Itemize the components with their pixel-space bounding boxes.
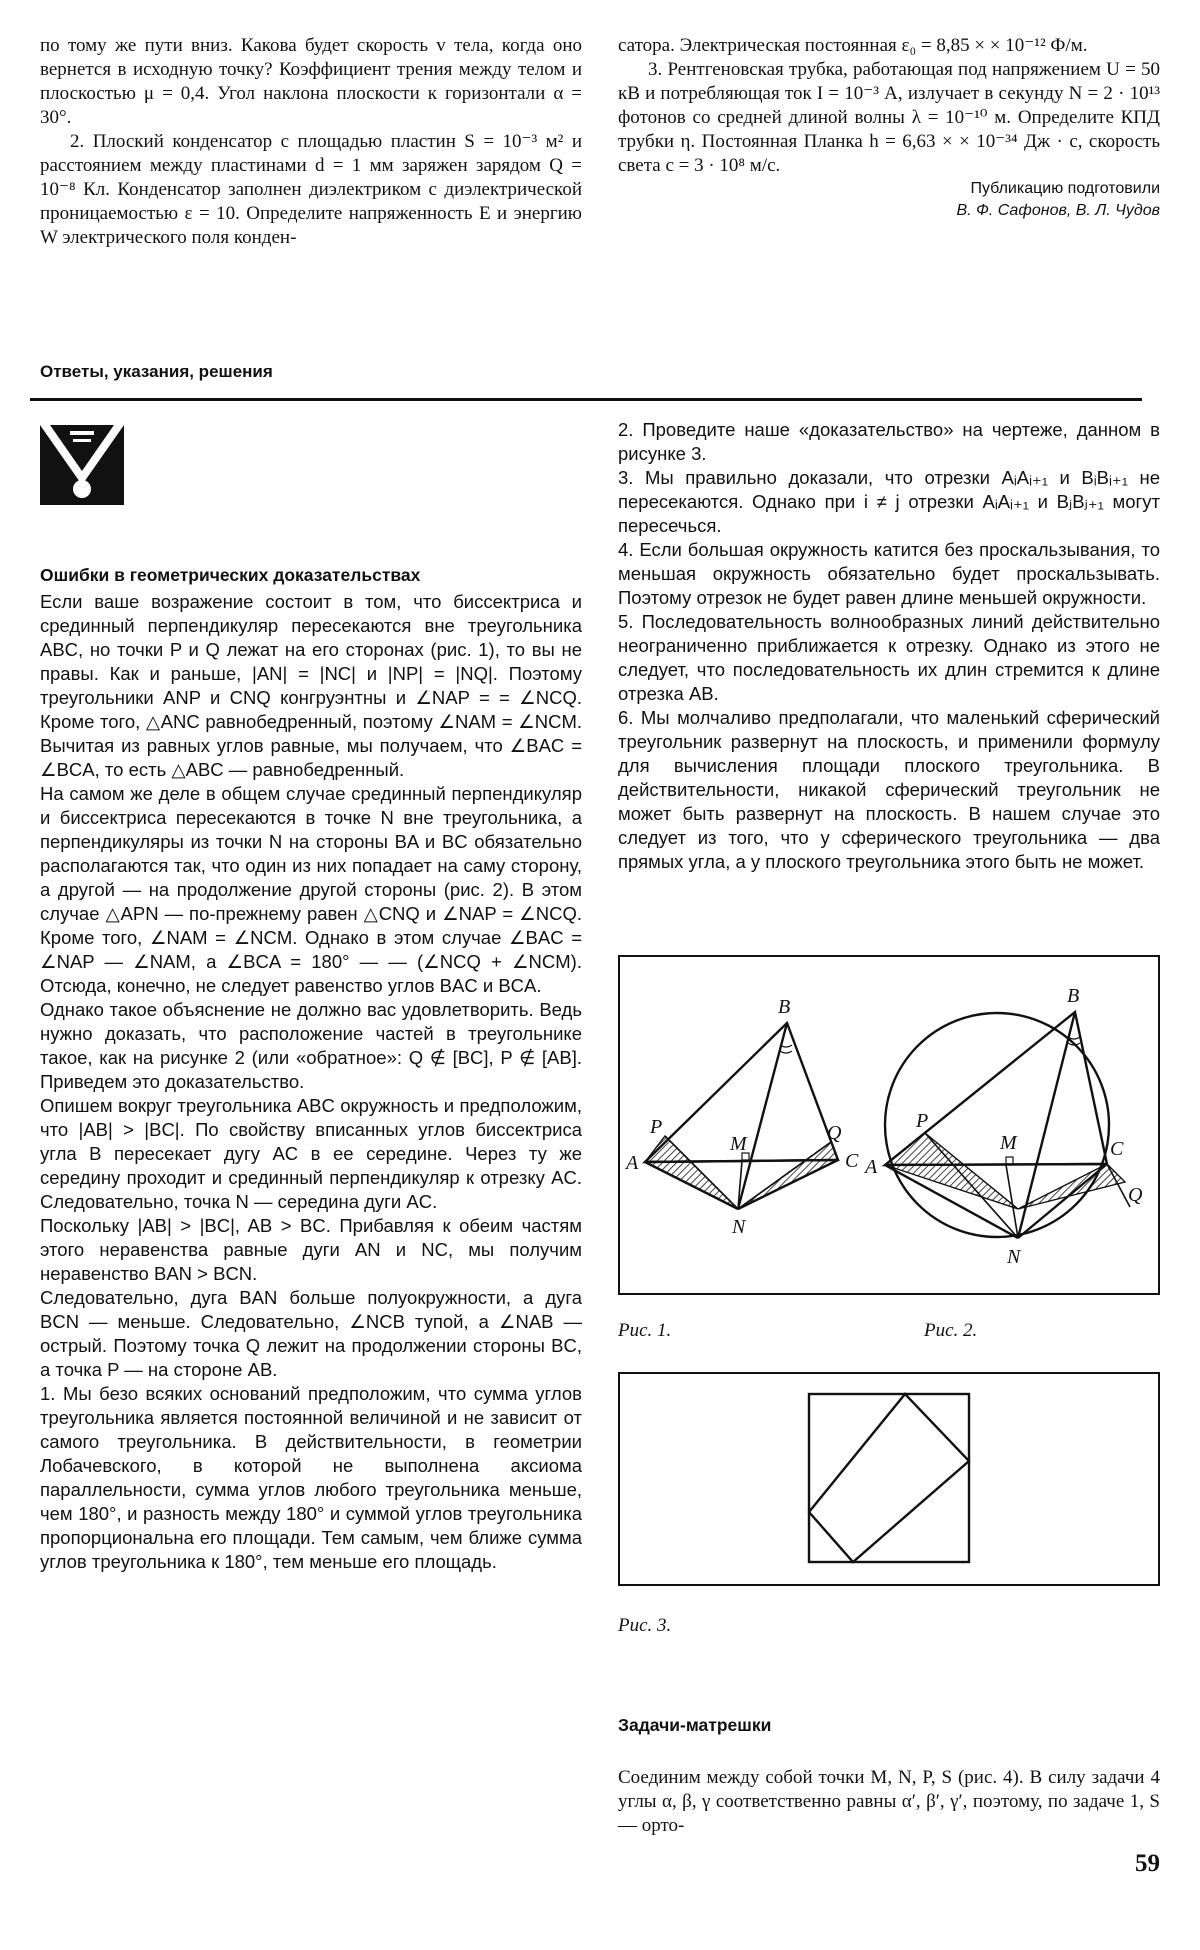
- credit-names: В. Ф. Сафонов, В. Л. Чудов: [956, 202, 1160, 219]
- top-left-para-2: 2. Плоский конденсатор с площадью пластин S = 10⁻³ м² и расстоянием между пластинами d = 1 мм заряжен зарядом Q = 10⁻⁸ Кл. Конденсатор заполнен диэлектриком с диэлектрической проницаемостью ε = 10. Определите напряженность E и энергию W электрического поля конден-: [40, 131, 582, 248]
- fig2-label-m: M: [1000, 1132, 1017, 1154]
- fig2-label-a: A: [865, 1156, 878, 1178]
- top-right-column: [618, 34, 1160, 222]
- fig2-label-c: C: [1110, 1138, 1124, 1160]
- left-para-5: Поскольку |AB| > |BC|, AB > BC. Прибавляя к обеим частям этого неравенства равные дуги AN и NC, мы получим неравенство BAN > BCN.: [40, 1215, 582, 1284]
- right-para-2: 2. Проведите наше «доказательство» на чертеже, данном в рисунке 3.: [618, 419, 1160, 464]
- left-article-body: [40, 590, 582, 1574]
- fig2-label-q: Q: [1128, 1184, 1143, 1206]
- fig1-label-q: Q: [827, 1122, 842, 1144]
- left-para-4: Опишем вокруг треугольника ABC окружность и предположим, что |AB| > |BC|. По свойству вписанных углов биссектриса угла B пересекает дугу AC в ее середине. Через ту же середину проходит и срединный перпендикуляр к отрезку AC. Следовательно, точка N — середина дуги AC.: [40, 1095, 582, 1212]
- section-logo-icon: [40, 425, 124, 505]
- credit-line: Публикацию подготовили: [970, 180, 1160, 197]
- figure-1-2-drawing: [620, 957, 1158, 1293]
- fig2-label-b: B: [1067, 985, 1080, 1007]
- fig1-label-a: A: [626, 1152, 639, 1174]
- fig1-label-p: P: [650, 1116, 663, 1138]
- top-right-para-1: сатора. Электрическая постоянная ε₀ = 8,85 × × 10⁻¹² Ф/м.: [618, 35, 1088, 56]
- left-main-column: [40, 565, 582, 1574]
- credit: [618, 178, 1160, 222]
- right-para-4: 4. Если большая окружность катится без проскальзывания, то меньшая окружность обязательно будет проскальзывать. Поэтому отрезок не будет равен длине меньшей окружности.: [618, 539, 1160, 608]
- left-para-6: Следовательно, дуга BAN больше полуокружности, а дуга BCN — меньше. Следовательно, ∠NCB тупой, а ∠NAB — острый. Поэтому точка Q лежит на продолжении стороны BC, а точка P — на стороне AB.: [40, 1287, 582, 1380]
- section-rule: [30, 398, 1142, 401]
- figure-1-caption: Рис. 1.: [618, 1320, 672, 1341]
- matreshki-section: [618, 1715, 1160, 1838]
- page-number: 59: [1135, 1850, 1160, 1877]
- matreshki-body: Соединим между собой точки M, N, P, S (рис. 4). В силу задачи 4 углы α, β, γ соответственно равны α′, β′, γ′, поэтому, по задаче 1, S — орто-: [618, 1767, 1160, 1836]
- top-left-para-1: по тому же пути вниз. Какова будет скорость v тела, когда оно вернется в исходную точку? Коэффициент трения между телом и плоскостью μ = 0,4. Угол наклона плоскости к горизонтали α = 30°.: [40, 35, 582, 128]
- right-main-column: [618, 418, 1160, 874]
- right-para-5: 5. Последовательность волнообразных линий действительно неограниченно приближается к отрезку. Однако из этого не следует, что последовательность их длин стремится к длине отрезка AB.: [618, 611, 1160, 704]
- figure-3-drawing: [620, 1374, 1158, 1584]
- fig2-label-n: N: [1007, 1246, 1021, 1268]
- left-para-3: Однако такое объяснение не должно вас удовлетворить. Ведь нужно доказать, что расположение частей в треугольнике такое, как на рисунке 2 (или «обратное»: Q ∉ [BC], P ∉ [AB]. Приведем это доказательство.: [40, 999, 582, 1092]
- matreshki-heading: Задачи-матрешки: [618, 1715, 772, 1735]
- fig1-label-b: B: [778, 996, 791, 1018]
- right-para-6: 6. Мы молчаливо предполагали, что маленький сферический треугольник развернут на плоскость, и применили формулу для вычисления площади плоского треугольника. В действительности, никакой сферический треугольник не может быть развернут на плоскость. В нашем случае это следует из того, что у сферического треугольника — два прямых угла, а у плоского треугольника этого быть не может.: [618, 707, 1160, 872]
- section-title: Ответы, указания, решения: [40, 362, 273, 381]
- article-heading: Ошибки в геометрических доказательствах: [40, 565, 421, 585]
- fig1-label-n: N: [732, 1216, 746, 1238]
- figure-3-caption: Рис. 3.: [618, 1615, 672, 1636]
- figure-2-caption: Рис. 2.: [924, 1320, 978, 1341]
- figure-1: [645, 1023, 838, 1209]
- left-para-2: На самом же деле в общем случае срединный перпендикуляр и биссектриса пересекаются в точке N вне треугольника, а перпендикуляры из точки N на стороны BA и BC обязательно располагаются так, что один из них попадает на саму сторону, а другой — на продолжение другой стороны (рис. 2). В этом случае △APN — по-прежнему равен △CNQ и ∠NAP = ∠NCQ. Кроме того, ∠NAM = ∠NCM. Однако в этом случае ∠BAC = ∠NAP — ∠NAM, а ∠BCA = 180° — — (∠NCQ + ∠NCM). Отсюда, конечно, не следует равенство углов BAC и BCA.: [40, 783, 582, 996]
- left-para-7: 1. Мы безо всяких оснований предположим, что сумма углов треугольника является постоянной величиной и не зависит от самого треугольника. В действительности, в геометрии Лобачевского, в которой не выполнена аксиома параллельности, сумма углов любого треугольника меньше, чем 180°, и разность между 180° и суммой углов треугольника пропорциональна его площади. Тем самым, чем ближе сумма углов треугольника к 180°, тем меньше его площадь.: [40, 1383, 582, 1572]
- fig1-label-c: C: [845, 1150, 859, 1172]
- top-right-para-2: 3. Рентгеновская трубка, работающая под напряжением U = 50 кВ и потребляющая ток I = 10⁻³ А, излучает в секунду N = 2 · 10¹³ фотонов со средней длиной волны λ = 10⁻¹⁰ м. Определите КПД трубки η. Постоянная Планка h = 6,63 × × 10⁻³⁴ Дж · с, скорость света c = 3 · 10⁸ м/с.: [618, 59, 1160, 176]
- top-left-column: [40, 34, 582, 250]
- right-para-3: 3. Мы правильно доказали, что отрезки AᵢAᵢ₊₁ и BᵢBᵢ₊₁ не пересекаются. Однако при i ≠ j отрезки AᵢAᵢ₊₁ и BⱼBⱼ₊₁ могут пересечься.: [618, 467, 1160, 536]
- fig2-label-p: P: [916, 1110, 929, 1132]
- fig1-label-m: M: [730, 1133, 747, 1155]
- figure-1-2-frame: [618, 955, 1160, 1295]
- left-para-1: Если ваше возражение состоит в том, что биссектриса и срединный перпендикуляр пересекаются вне треугольника ABC, но точки P и Q лежат на его сторонах (рис. 1), то вы не правы. Как и раньше, |AN| = |NC| и |NP| = |NQ|. Поэтому треугольники ANP и CNQ конгруэнтны и ∠NAP = = ∠NCQ. Кроме того, △ANC равнобедренный, поэтому ∠NAM = ∠NCM. Вычитая из равных углов равные, мы получаем, что ∠BAC = ∠BCA, то есть △ABC — равнобедренный.: [40, 591, 582, 780]
- figure-3-frame: [618, 1372, 1160, 1586]
